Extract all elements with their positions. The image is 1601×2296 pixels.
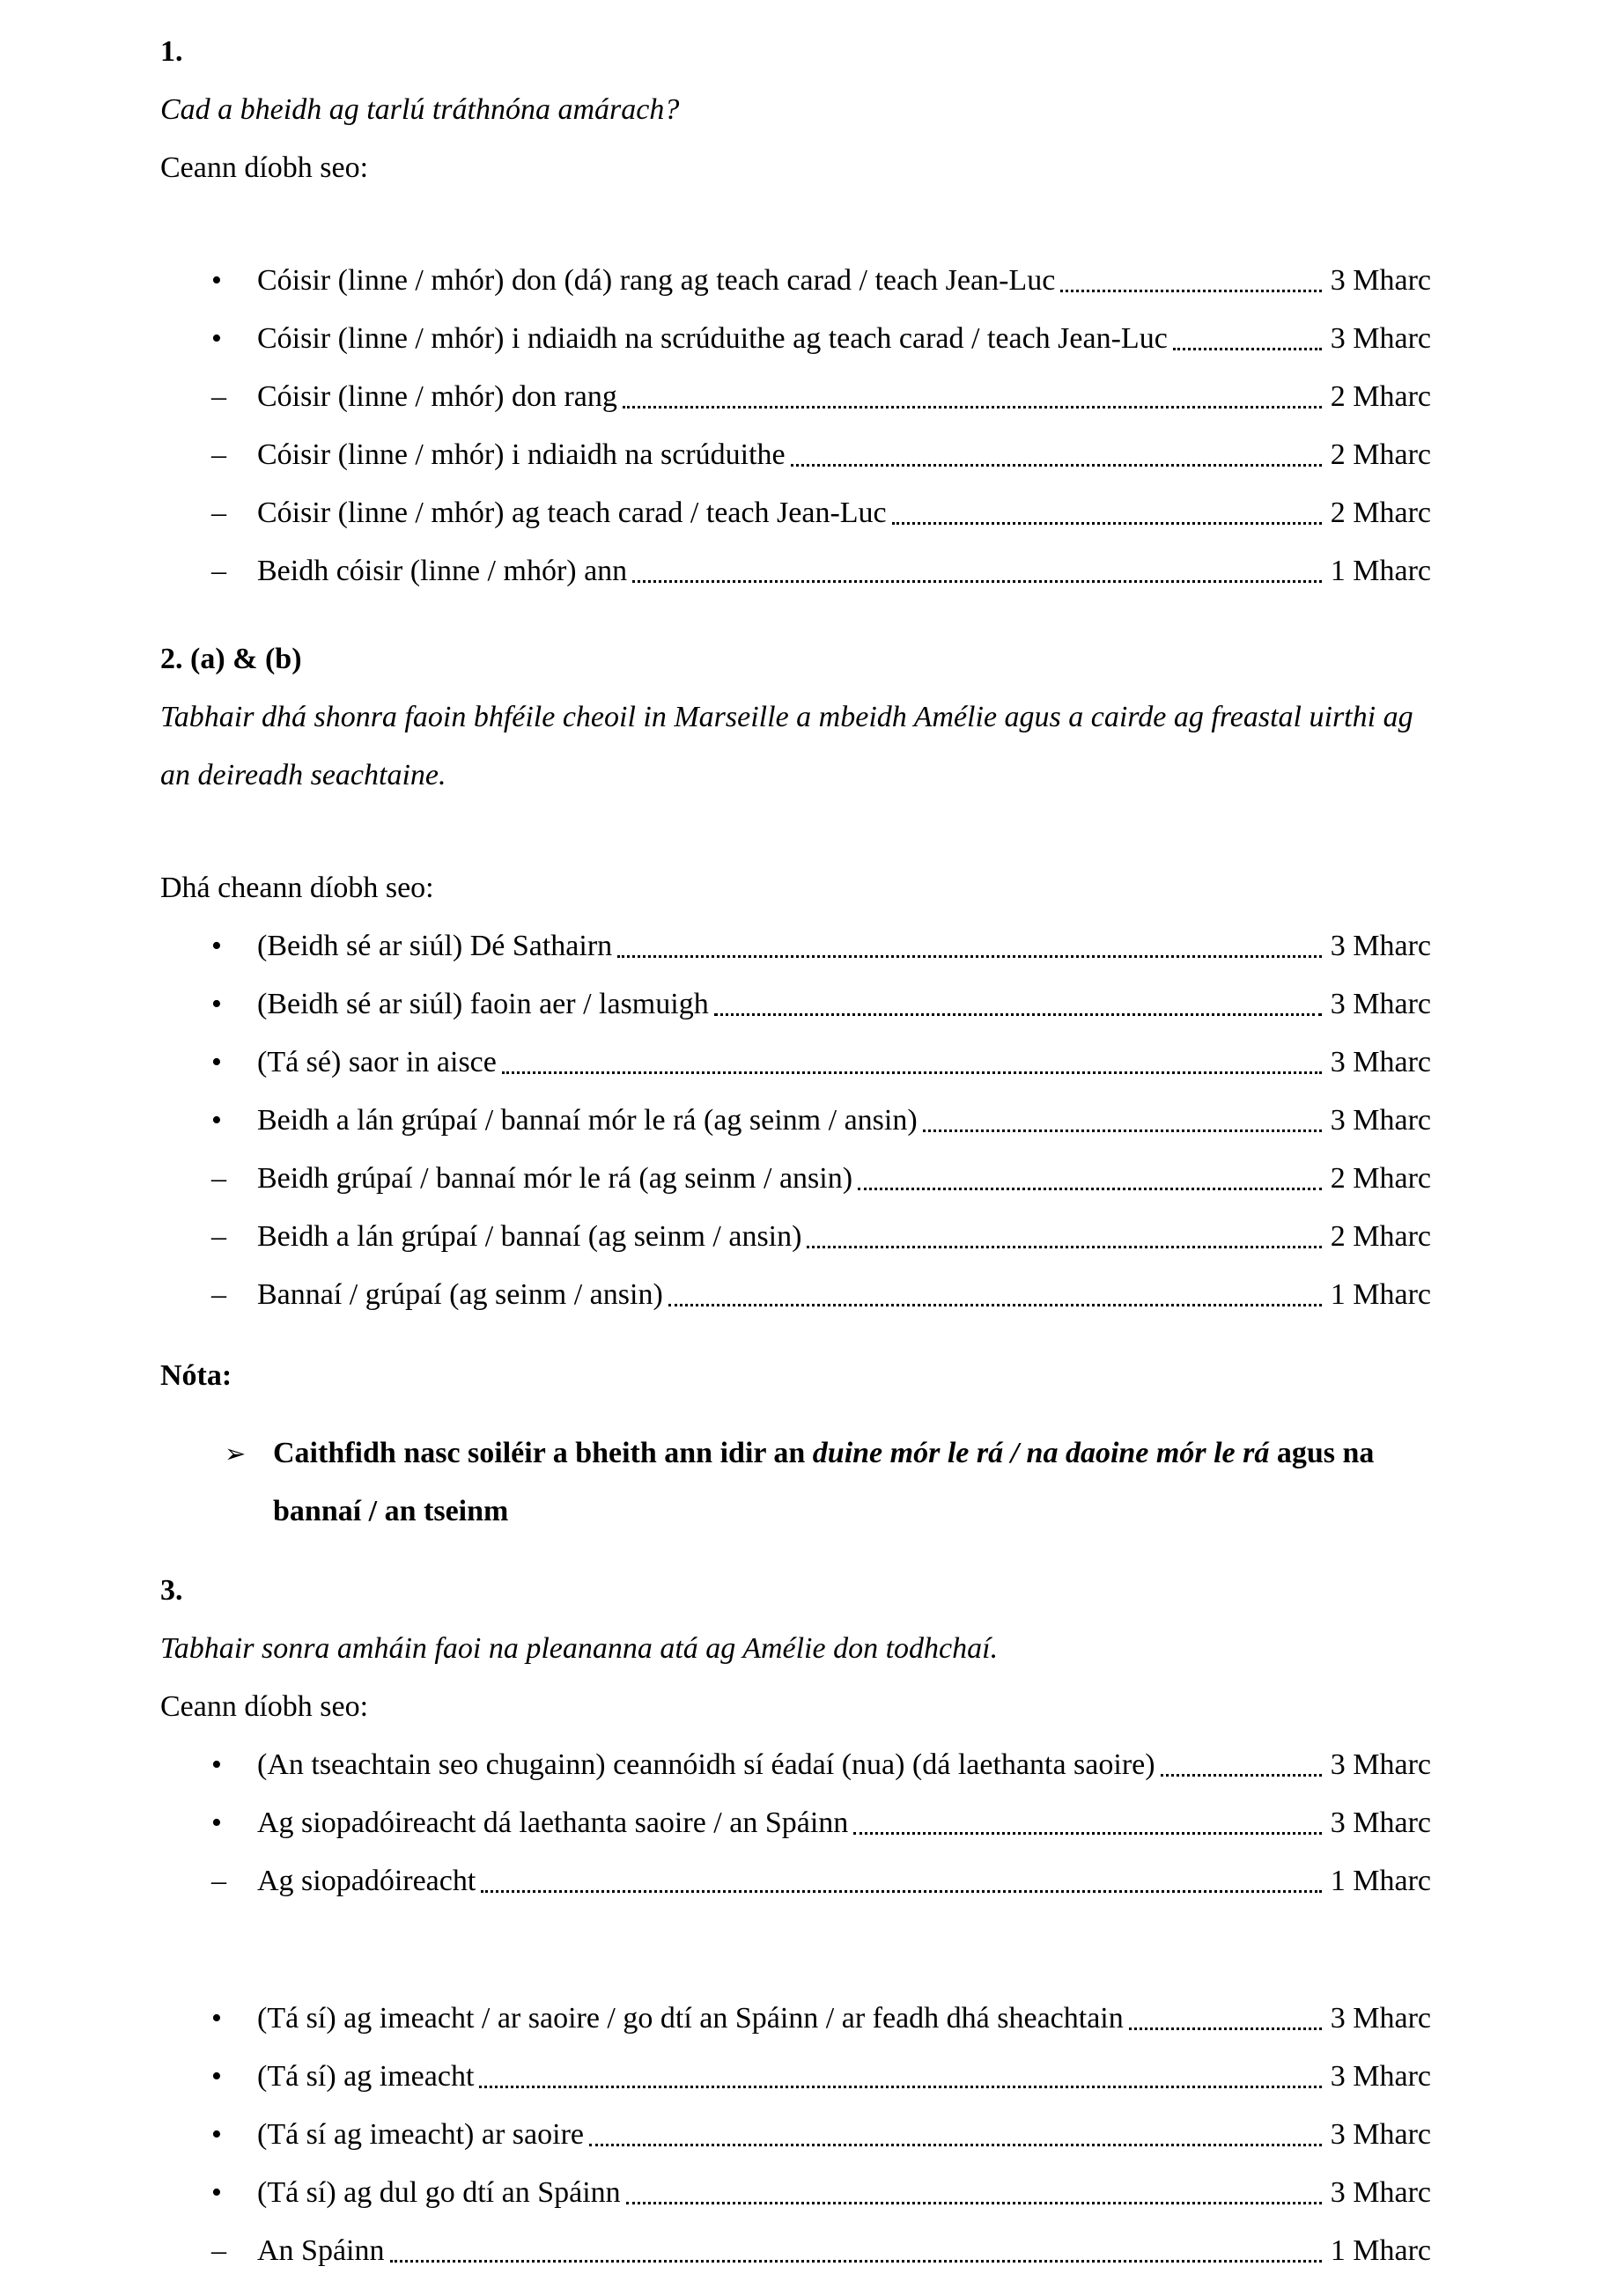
mark-value: 3 Mharc xyxy=(1330,930,1431,962)
section-2-number: 2. (a) & (b) xyxy=(160,643,302,675)
dot-leader xyxy=(791,426,1322,484)
spacer xyxy=(160,197,1431,252)
answer-list-item xyxy=(160,1092,1431,1150)
section-3-question: Tabhair sonra amháin faoi na pleananna atá ag Amélie don todhchaí. xyxy=(160,1632,999,1665)
bullet-icon: • xyxy=(211,1046,222,1078)
dash-icon: – xyxy=(211,497,226,529)
dot-leader xyxy=(892,484,1322,542)
dash-icon: – xyxy=(211,1278,226,1311)
answer-text: (Tá sí) ag imeacht / ar saoire / go dtí an Spáinn / ar feadh dhá sheachtain xyxy=(257,2002,1124,2035)
spacer xyxy=(160,1910,1431,1990)
section-3-answer-list-a xyxy=(160,1736,1431,1910)
dot-leader xyxy=(1060,252,1321,310)
answer-text: (Tá sí) ag dul go dtí an Spáinn xyxy=(257,2176,621,2209)
note-part-3: agus na bannaí / an tseinm xyxy=(273,1437,1375,1527)
answer-text: Beidh grúpaí / bannaí mór le rá (ag seinm / ansin) xyxy=(257,1162,853,1195)
answer-text: (Tá sí) ag imeacht xyxy=(257,2060,475,2093)
note-text xyxy=(273,1424,1431,1541)
mark-value: 2 Mharc xyxy=(1330,438,1431,471)
mark-value: 3 Mharc xyxy=(1330,988,1431,1020)
dash-icon: – xyxy=(211,380,226,413)
dot-leader xyxy=(481,1852,1321,1910)
answer-list-item xyxy=(160,2048,1431,2106)
answer-text: Bannaí / grúpaí (ag seinm / ansin) xyxy=(257,1278,663,1311)
dot-leader xyxy=(853,1794,1321,1852)
answer-list-item xyxy=(160,2222,1431,2280)
section-2-question: Tabhair dhá shonra faoin bhféile cheoil in Marseille a mbeidh Amélie agus a cairde ag freastal uirthi ag an deireadh seachtaine. xyxy=(160,701,1413,791)
mark-value: 2 Mharc xyxy=(1330,497,1431,529)
section-3-intro: Ceann díobh seo: xyxy=(160,1690,369,1723)
answer-text: Beidh cóisir (linne / mhór) ann xyxy=(257,555,628,587)
bullet-icon: • xyxy=(211,988,222,1020)
section-1-answer-list xyxy=(160,252,1431,600)
dot-leader xyxy=(589,2106,1322,2164)
bullet-icon: • xyxy=(211,2176,222,2209)
answer-text: (Tá sé) saor in aisce xyxy=(257,1046,497,1078)
dot-leader xyxy=(623,368,1322,426)
answer-text: (An tseachtain seo chugainn) ceannóidh sí éadaí (nua) (dá laethanta saoire) xyxy=(257,1748,1155,1781)
section-1-question: Cad a bheidh ag tarlú tráthnóna amárach? xyxy=(160,93,680,126)
note-emphasis: duine mór le rá / na daoine mór le rá xyxy=(812,1437,1270,1469)
answer-list-item xyxy=(160,2106,1431,2164)
mark-value: 3 Mharc xyxy=(1330,1807,1431,1839)
note-item xyxy=(160,1424,1431,1541)
section-3-answer-list-b xyxy=(160,1990,1431,2280)
note-label: Nóta: xyxy=(160,1359,232,1392)
bullet-icon: • xyxy=(211,1748,222,1781)
answer-list-item xyxy=(160,310,1431,368)
mark-value: 1 Mharc xyxy=(1330,2234,1431,2267)
answer-list-item xyxy=(160,917,1431,975)
dash-icon: – xyxy=(211,438,226,471)
mark-value: 2 Mharc xyxy=(1330,1220,1431,1253)
mark-value: 3 Mharc xyxy=(1330,1748,1431,1781)
note-part-1: Caithfidh nasc soiléir a bheith ann idir an xyxy=(273,1437,813,1469)
answer-text: Cóisir (linne / mhór) i ndiaidh na scrúduithe xyxy=(257,438,786,471)
dot-leader xyxy=(923,1092,1322,1150)
bullet-icon: • xyxy=(211,2002,222,2035)
dot-leader xyxy=(1161,1736,1322,1794)
mark-value: 3 Mharc xyxy=(1330,2176,1431,2209)
dot-leader xyxy=(1173,310,1322,368)
answer-list-item xyxy=(160,542,1431,600)
bullet-icon: • xyxy=(211,2118,222,2151)
mark-value: 3 Mharc xyxy=(1330,1104,1431,1137)
bullet-icon: • xyxy=(211,322,222,355)
spacer xyxy=(160,805,1431,859)
answer-text: Cóisir (linne / mhór) don rang xyxy=(257,380,617,413)
bullet-icon: • xyxy=(211,2060,222,2093)
dot-leader xyxy=(617,917,1322,975)
section-2-intro: Dhá cheann díobh seo: xyxy=(160,872,434,904)
mark-value: 3 Mharc xyxy=(1330,264,1431,297)
dot-leader xyxy=(807,1208,1321,1266)
answer-text: Cóisir (linne / mhór) ag teach carad / teach Jean-Luc xyxy=(257,497,887,529)
dash-icon: – xyxy=(211,1220,226,1253)
mark-value: 1 Mharc xyxy=(1330,1278,1431,1311)
answer-list-item xyxy=(160,1794,1431,1852)
section-2-answer-list xyxy=(160,917,1431,1324)
section-1-intro: Ceann díobh seo: xyxy=(160,151,369,184)
dot-leader xyxy=(858,1150,1322,1208)
bullet-icon: • xyxy=(211,1807,222,1839)
spacer xyxy=(160,1324,1431,1347)
spacer xyxy=(160,1405,1431,1424)
mark-value: 1 Mharc xyxy=(1330,555,1431,587)
answer-list-item xyxy=(160,1208,1431,1266)
answer-list-item xyxy=(160,1034,1431,1092)
section-3-number: 3. xyxy=(160,1574,183,1607)
answer-text: (Beidh sé ar siúl) Dé Sathairn xyxy=(257,930,613,962)
spacer xyxy=(160,1541,1431,1562)
dot-leader xyxy=(668,1266,1322,1324)
answer-list-item xyxy=(160,368,1431,426)
answer-text: (Tá sí ag imeacht) ar saoire xyxy=(257,2118,584,2151)
dot-leader xyxy=(714,975,1322,1034)
dash-icon: – xyxy=(211,2234,226,2267)
answer-text: Cóisir (linne / mhór) don (dá) rang ag teach carad / teach Jean-Luc xyxy=(257,264,1056,297)
mark-value: 3 Mharc xyxy=(1330,2002,1431,2035)
answer-text: (Beidh sé ar siúl) faoin aer / lasmuigh xyxy=(257,988,709,1020)
answer-list-item xyxy=(160,426,1431,484)
dot-leader xyxy=(626,2164,1322,2222)
dash-icon: – xyxy=(211,1162,226,1195)
answer-text: Ag siopadóireacht xyxy=(257,1865,476,1897)
dash-icon: – xyxy=(211,1865,226,1897)
answer-list-item xyxy=(160,1266,1431,1324)
mark-value: 2 Mharc xyxy=(1330,1162,1431,1195)
answer-list-item xyxy=(160,1150,1431,1208)
answer-list-item xyxy=(160,1736,1431,1794)
mark-value: 3 Mharc xyxy=(1330,1046,1431,1078)
bullet-icon: • xyxy=(211,1104,222,1137)
answer-text: Beidh a lán grúpaí / bannaí (ag seinm / ansin) xyxy=(257,1220,802,1253)
answer-text: Beidh a lán grúpaí / bannaí mór le rá (ag seinm / ansin) xyxy=(257,1104,918,1137)
dot-leader xyxy=(632,542,1322,600)
dot-leader xyxy=(502,1034,1322,1092)
mark-value: 3 Mharc xyxy=(1330,2060,1431,2093)
dot-leader xyxy=(479,2048,1321,2106)
dash-icon: – xyxy=(211,555,226,587)
answer-list-item xyxy=(160,1852,1431,1910)
answer-list-item xyxy=(160,484,1431,542)
answer-text: Ag siopadóireacht dá laethanta saoire / an Spáinn xyxy=(257,1807,849,1839)
mark-value: 1 Mharc xyxy=(1330,1865,1431,1897)
mark-value: 2 Mharc xyxy=(1330,380,1431,413)
answer-list-item xyxy=(160,975,1431,1034)
section-1-number: 1. xyxy=(160,35,183,68)
answer-list-item xyxy=(160,2164,1431,2222)
dot-leader xyxy=(390,2222,1322,2280)
bullet-icon: • xyxy=(211,264,222,297)
mark-value: 3 Mharc xyxy=(1330,2118,1431,2151)
dot-leader xyxy=(1129,1990,1322,2048)
spacer xyxy=(160,600,1431,630)
mark-value: 3 Mharc xyxy=(1330,322,1431,355)
answer-list-item xyxy=(160,252,1431,310)
answer-list-item xyxy=(160,1990,1431,2048)
answer-text: Cóisir (linne / mhór) i ndiaidh na scrúduithe ag teach carad / teach Jean-Luc xyxy=(257,322,1168,355)
answer-text: An Spáinn xyxy=(257,2234,385,2267)
bullet-icon: • xyxy=(211,930,222,962)
arrow-bullet-icon: ➢ xyxy=(225,1439,247,1468)
